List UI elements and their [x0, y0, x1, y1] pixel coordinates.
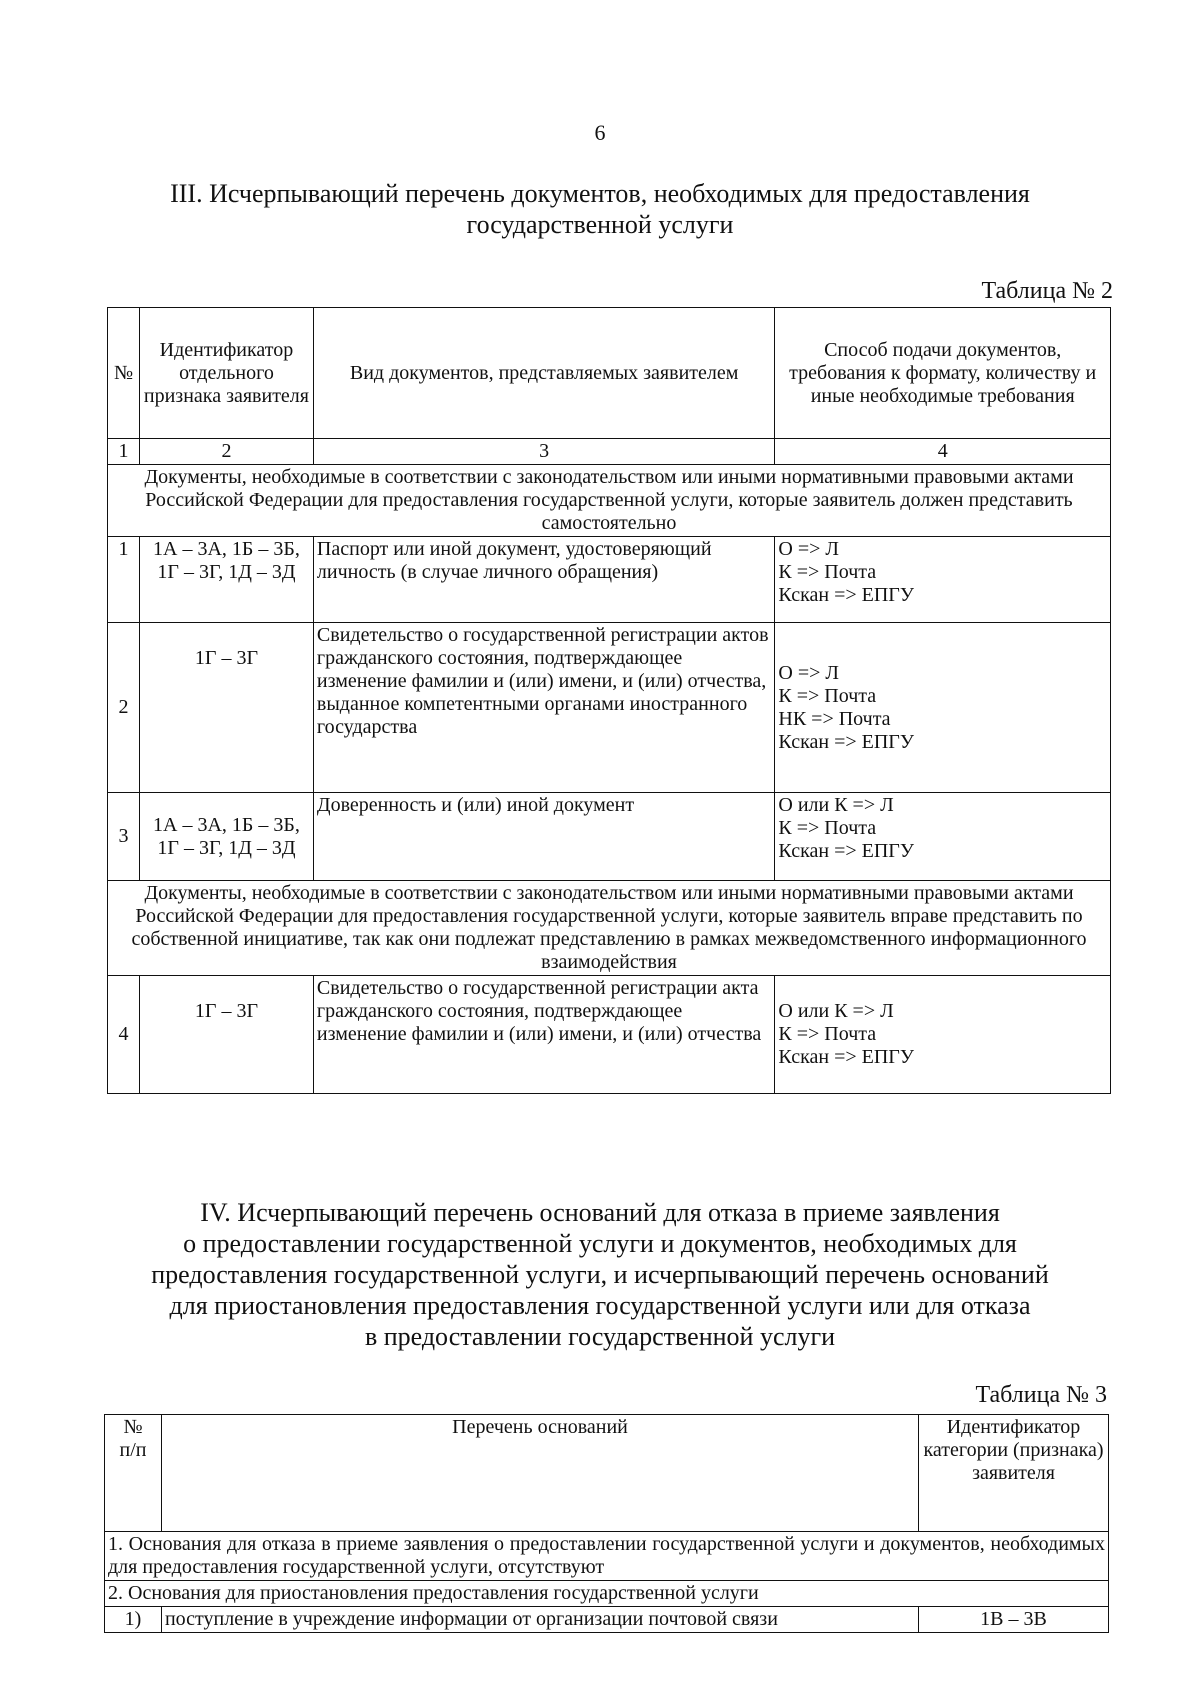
applicant-id-line: 1А – 3А, 1Б – 3Б,	[153, 813, 300, 836]
method-line: Кскан => ЕПГУ	[778, 840, 915, 862]
section-row	[105, 1581, 1109, 1607]
applicant-id	[139, 537, 313, 623]
document-type: Свидетельство о государственной регистрации актов гражданского состояния, подтверждающее изменение фамилии и (или) имени, и (или) отчества, выданное компетентными органами иностранного государства	[313, 623, 774, 793]
row-number: 4	[108, 976, 140, 1094]
method-line: К => Почта	[778, 561, 877, 583]
method-line: О => Л	[778, 538, 839, 560]
method-line: К => Почта	[778, 684, 877, 707]
applicant-id	[139, 976, 313, 1094]
applicant-id-line: 1Г – 3Г, 1Д – 3Д	[157, 836, 296, 859]
table-3-caption: Таблица № 3	[975, 1382, 1107, 1408]
method-line: О или К => Л	[778, 1000, 894, 1022]
table-header-row	[108, 308, 1111, 439]
section-3-title	[100, 178, 1100, 240]
method-line: Кскан => ЕПГУ	[778, 584, 915, 606]
row-number: 2	[108, 623, 140, 793]
method-line: К => Почта	[778, 817, 877, 839]
section-4-title-line: в предоставлении государственной услуги	[364, 1322, 836, 1351]
method-line: К => Почта	[778, 1023, 877, 1045]
section-3-title-line: государственной услуги	[466, 210, 734, 239]
section-3-title-line: III. Исчерпывающий перечень документов, необходимых для предоставления	[170, 179, 1030, 208]
table-row	[108, 976, 1111, 1094]
table-row	[108, 537, 1111, 623]
section-4-title-line: о предоставлении государственной услуги и документов, необходимых для	[183, 1229, 1017, 1258]
section-row-text: Документы, необходимые в соответствии с законодательством или иными нормативными правовыми актами Российской Федерации для предоставления государственной услуги, которые заявитель должен представить самостоятельно	[108, 465, 1111, 537]
section-4-title-line: предоставления государственной услуги, и исчерпывающий перечень оснований	[151, 1260, 1049, 1289]
row-number: 1)	[105, 1607, 162, 1633]
submission-method	[775, 976, 1111, 1094]
header-number: № п/п	[105, 1415, 162, 1532]
header-category-id: Идентификатор категории (признака) заявителя	[919, 1415, 1109, 1532]
document-type: Паспорт или иной документ, удостоверяющий личность (в случае личного обращения)	[313, 537, 774, 623]
column-number: 1	[108, 439, 140, 465]
applicant-id-line: 1Г – 3Г, 1Д – 3Д	[157, 561, 296, 583]
section-row-text: 2. Основания для приостановления предоставления государственной услуги	[105, 1581, 1109, 1607]
applicant-id	[139, 793, 313, 881]
page-number: 6	[594, 120, 606, 145]
method-line: О => Л	[778, 661, 839, 684]
header-number: №	[108, 308, 140, 439]
section-row	[105, 1532, 1109, 1581]
section-row	[108, 881, 1111, 976]
header-applicant-id: Идентификатор отдельного признака заявителя	[139, 308, 313, 439]
table-row	[105, 1607, 1109, 1633]
table-2-caption: Таблица № 2	[981, 278, 1113, 304]
header-document-type: Вид документов, представляемых заявителем	[313, 308, 774, 439]
applicant-id-line: 1Г – 3Г	[194, 1000, 259, 1022]
method-line: Кскан => ЕПГУ	[778, 730, 915, 753]
table-row	[108, 793, 1111, 881]
category-id: 1В – 3В	[919, 1607, 1109, 1633]
section-4-title-line: для приостановления предоставления государственной услуги или для отказа	[169, 1291, 1031, 1320]
grounds-table	[104, 1414, 1109, 1633]
table-row	[108, 623, 1111, 793]
row-number: 3	[108, 793, 140, 881]
column-number: 4	[775, 439, 1111, 465]
applicant-id-line: 1Г – 3Г	[194, 647, 259, 669]
submission-method	[775, 537, 1111, 623]
section-4-title	[100, 1197, 1100, 1352]
header-submission-method: Способ подачи документов, требования к формату, количеству и иные необходимые требования	[775, 308, 1111, 439]
column-number: 2	[139, 439, 313, 465]
table-header-row	[105, 1415, 1109, 1532]
document-type: Доверенность и (или) иной документ	[313, 793, 774, 881]
method-line: НК => Почта	[778, 707, 891, 730]
submission-method	[775, 623, 1111, 793]
row-number: 1	[108, 537, 140, 623]
applicant-id-line: 1А – 3А, 1Б – 3Б,	[153, 538, 300, 560]
column-number: 3	[313, 439, 774, 465]
ground-text: поступление в учреждение информации от организации почтовой связи	[161, 1607, 918, 1633]
section-row	[108, 465, 1111, 537]
document-type: Свидетельство о государственной регистрации акта гражданского состояния, подтверждающее изменение фамилии и (или) имени, и (или) отчества	[313, 976, 774, 1094]
section-row-text: Документы, необходимые в соответствии с законодательством или иными нормативными правовыми актами Российской Федерации для предоставления государственной услуги, которые заявитель вправе представить по собственной инициативе, так как они подлежат представлению в рамках межведомственного информационного взаимодействия	[108, 881, 1111, 976]
section-4-title-line: IV. Исчерпывающий перечень оснований для отказа в приеме заявления	[200, 1198, 1000, 1227]
header-grounds-list: Перечень оснований	[161, 1415, 918, 1532]
section-row-text: 1. Основания для отказа в приеме заявления о предоставлении государственной услуги и документов, необходимых для предоставления государственной услуги, отсутствуют	[105, 1532, 1109, 1581]
submission-method	[775, 793, 1111, 881]
documents-table	[107, 307, 1111, 1094]
column-number-row	[108, 439, 1111, 465]
method-line: О или К => Л	[778, 794, 894, 816]
method-line: Кскан => ЕПГУ	[778, 1046, 915, 1068]
applicant-id	[139, 623, 313, 793]
